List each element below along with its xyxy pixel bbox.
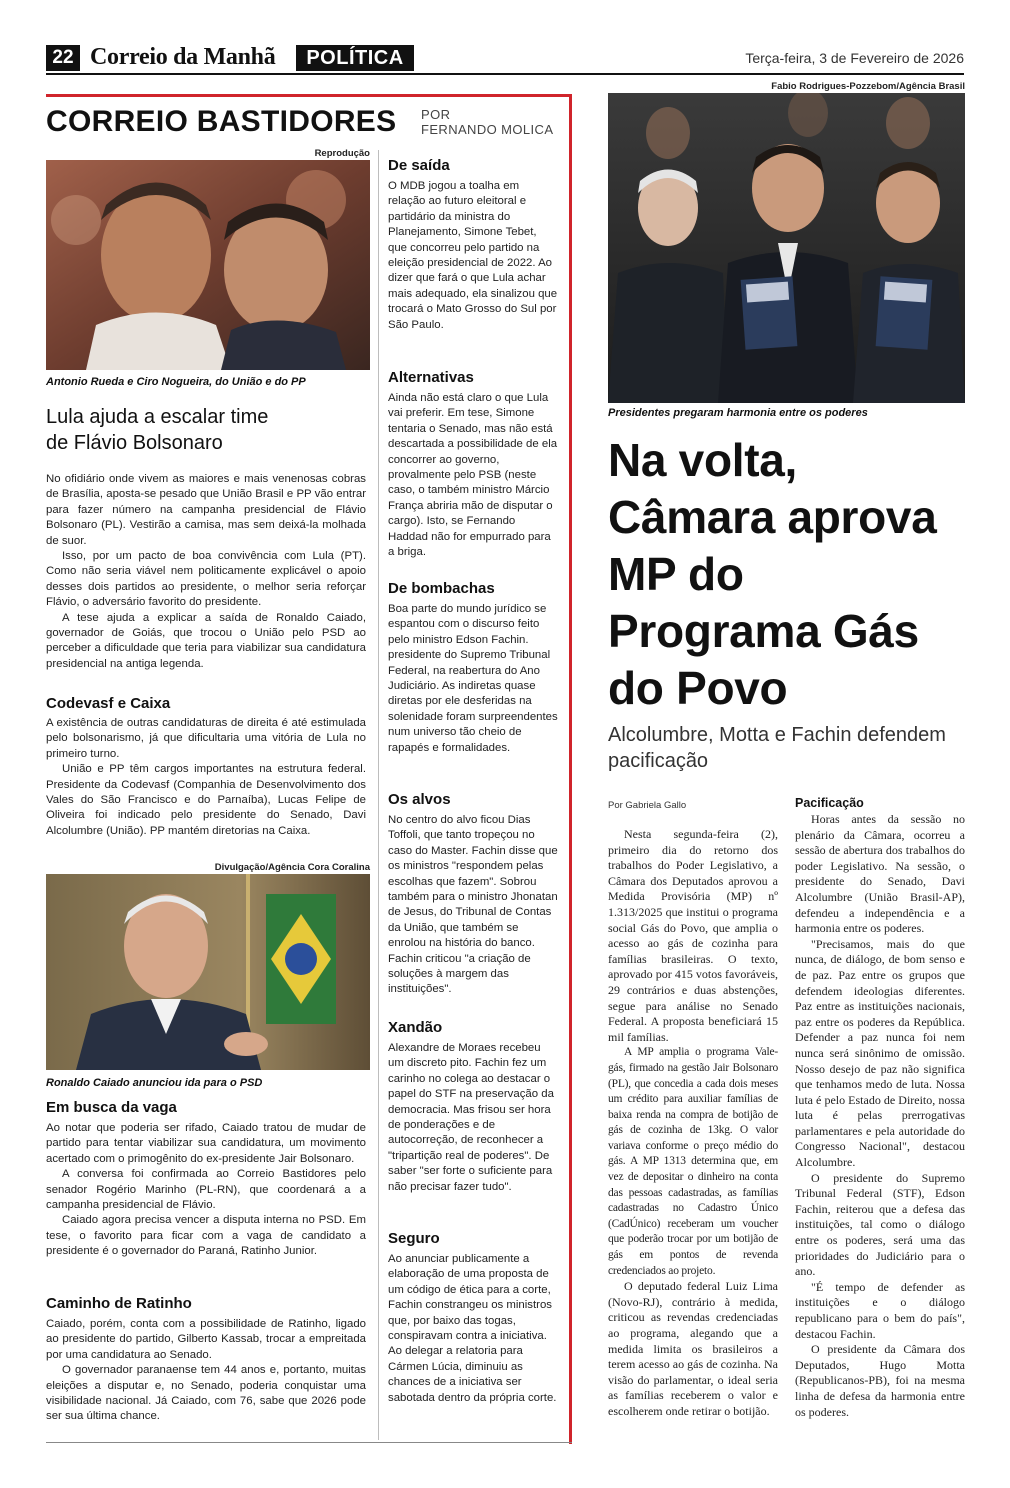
vaga-p2: A conversa foi confirmada ao Correio Bastidores pelo senador Rogério Marinho (PL-RN), que coordenará a a campanha presidencial de Flávio. bbox=[46, 1168, 366, 1212]
alvos-title: Os alvos bbox=[388, 791, 451, 808]
ratinho-p1: Caiado, porém, conta com a possibilidade de Ratinho, ligado ao presidente do partido, Gilberto Kassab, trocar a empreitada por uma candidatura ao Senado. bbox=[46, 1318, 366, 1361]
saida-title: De saída bbox=[388, 157, 450, 174]
bombachas-title: De bombachas bbox=[388, 580, 495, 597]
column-title: CORREIO BASTIDORES bbox=[46, 105, 397, 138]
column-frame-top bbox=[46, 94, 572, 97]
headline-line2: de Flávio Bolsonaro bbox=[46, 432, 223, 454]
codevasf-title: Codevasf e Caixa bbox=[46, 695, 171, 712]
ratinho-p2: O governador paranaense tem 44 anos e, portanto, muitas eleições a disputar e, no Senado, poderia conquistar uma visibilidade nacional. Já Caiado, com 76, sabe que 2026 pode ser sua última chance. bbox=[46, 1364, 366, 1423]
article-column-1 bbox=[608, 827, 778, 1420]
header-rule bbox=[46, 73, 964, 75]
intro-p2: Isso, por um pacto de boa convivência com Lula (PT). Como não seria viável nem politicamente explicável o apoio desses dois partidos ao presidente, o melhor seria reforçar Flávio, o adversário favorito do presidente. bbox=[46, 550, 366, 609]
photo2-credit: Divulgação/Agência Cora Coralina bbox=[214, 862, 370, 873]
vaga-p3: Caiado agora precisa vencer a disputa interna no PSD. Em tese, o favorito para ficar com a vaga de candidato a presidente é o governador do Paraná, Ratinho Junior. bbox=[46, 1214, 366, 1258]
masthead: Correio da Manhã bbox=[90, 44, 276, 70]
headline-line1: Lula ajuda a escalar time bbox=[46, 406, 269, 428]
vaga-p1: Ao notar que poderia ser rifado, Caiado tratou de mudar de partido para tentar viabilizar sua candidatura, um movimento acertado com o primogênito do ex-presidente Jair Bolsonaro. bbox=[46, 1122, 366, 1165]
article-byline: Por Gabriela Gallo bbox=[608, 800, 687, 811]
ratinho-title: Caminho de Ratinho bbox=[46, 1295, 192, 1312]
byline-author: FERNANDO MOLICA bbox=[421, 122, 554, 137]
intro-p1: No ofidiário onde vivem as maiores e mais venenosas cobras de Brasília, aposta-se pesado que União Brasil e PP vão entrar para fazer número na campanha presidencial de Flávio Bolsonaro (PL). Vestirão a camisa, mas sem deixá-la molhada de suor. bbox=[46, 473, 366, 547]
codevasf-p1: A existência de outras candidaturas de direita é até estimulada pelo bolsonarismo, já que dificultaria uma vitória de Lula no primeiro turno. bbox=[46, 717, 366, 760]
saida-text: O MDB jogou a toalha em relação ao futuro eleitoral e partidário da ministra do Planejamento, Simone Tebet, que concorreu pelo partido na eleição presidencial de 2022. Ao dizer que fará o que Lula achar mais adequado, ela sinalizou que trocará o Mato Grosso do Sul por São Paulo. bbox=[388, 180, 558, 331]
photo-presidents bbox=[608, 93, 965, 403]
article-deck: Alcolumbre, Motta e Fachin defendem pacificação bbox=[608, 724, 946, 772]
page-number: 22 bbox=[46, 45, 80, 71]
col2-p1: Horas antes da sessão no plenário da Câmara, ocorreu a sessão de abertura dos trabalhos do poder Legislativo. Na sessão, o presidente do Senado, Davi Alcolumbre (União Brasil-AP), defendeu a independência e a harmonia entre os poderes. bbox=[795, 812, 965, 936]
alvos-text: No centro do alvo ficou Dias Toffoli, que tanto tropeçou no caso do Master. Fachin disse que os ministros "respondem pelas escolhas que fazem". Sobrou também para o ministro Jhonatan de Jesus, do Tribunal de Contas da União, que também se enrolou na história do banco. Fachin criticou "a criação de soluções à margem das instituições". bbox=[388, 814, 558, 996]
codevasf-p2: União e PP têm cargos importantes na estrutura federal. Presidente da Codevasf (Companhia de Desenvolvimento dos Vales do São Francisco e do Parnaíba), Lucas Felipe de Oliveira foi indicado pelo presidente do Senado, Davi Alcolumbre (União). PP mantém diretorias na Caixa. bbox=[46, 763, 366, 837]
ratinho-text bbox=[46, 1317, 366, 1425]
column-frame-right bbox=[569, 94, 572, 1444]
column-headline bbox=[46, 404, 370, 456]
col2-p5: O presidente da Câmara dos Deputados, Hugo Motta (Republicanos-PB), foi na mesma linha de defesa da harmonia entre os poderes. bbox=[795, 1342, 965, 1419]
photo-caiado bbox=[46, 874, 370, 1070]
codevasf-text bbox=[46, 716, 366, 839]
column-divider bbox=[378, 150, 379, 1440]
photo2-caption: Ronaldo Caiado anunciou ida para o PSD bbox=[46, 1077, 263, 1089]
article-photo-credit: Fabio Rodrigues-Pozzebom/Agência Brasil bbox=[771, 81, 965, 92]
pacificacao-title: Pacificação bbox=[795, 796, 864, 810]
seguro-title: Seguro bbox=[388, 1230, 440, 1247]
col1-p3: O deputado federal Luiz Lima (Novo-RJ), contrário à medida, criticou as revendas credenciadas ao programa, alegando que a medida limita os brasileiros a terem acesso ao gás de cozinha. Na visão do parlamentar, o ideal seria as famílias receberem o valor e escolherem onde retirar o botijão. bbox=[608, 1279, 778, 1418]
column-bottom-rule bbox=[46, 1442, 572, 1443]
section-tag: POLÍTICA bbox=[296, 45, 414, 71]
xandao-title: Xandão bbox=[388, 1019, 443, 1036]
article-photo-caption: Presidentes pregaram harmonia entre os poderes bbox=[608, 407, 868, 419]
intro-text bbox=[46, 472, 366, 672]
col1-p2: A MP amplia o programa Vale-gás, firmado na gestão Jair Bolsonaro (PL), que concedia a cada dois meses um crédito para auxiliar famílias de baixa renda na compra de botijão de gás de cozinha de 13kg. O valor variava conforme o preço médio do gás. A MP 1313 determina que, em vez de depositar o dinheiro na conta das pessoas cadastradas, as famílias cadastradas no Cadastro Único (CadÚnico) receberam um voucher que poderão trocar por um botijão de gás em pontos de revenda credenciados ao projeto. bbox=[608, 1046, 778, 1277]
alternativas-title: Alternativas bbox=[388, 369, 474, 386]
vaga-text bbox=[46, 1121, 366, 1260]
col1-p1: Nesta segunda-feira (2), primeiro dia do retorno dos trabalhos do Poder Legislativo, a Câmara dos Deputados aprovou a Medida Provisória (MP) nº 1.313/2025 que institui o programa social Gás do Povo, que amplia o acesso ao gás de cozinha para famílias brasileiras. O texto, aprovado por 415 votos favoráveis, 29 contrários e duas abstenções, segue para análise no Senado Federal. A proposta beneficiará 15 mil famílias. bbox=[608, 827, 778, 1044]
column-byline bbox=[421, 107, 553, 137]
photo1-credit: Reprodução bbox=[314, 148, 370, 159]
seguro-text: Ao anunciar publicamente a elaboração de uma proposta de um código de ética para a corte, Fachin constrangeu os ministros que, por baixo das togas, conspiravam contra a iniciativa. Ao delegar a relatoria para Cármen Lúcia, diminuiu as chances de a iniciativa ser sabotada dentro da própria corte. bbox=[388, 1253, 557, 1404]
xandao-text: Alexandre de Moraes recebeu um discreto pito. Fachin fez um carinho no colega ao destacar o papel do STF na preservação da democracia. Mas frisou ser hora de ponderações e de autocorreção, de reconhecer a "tripartição real de poderes". De saber "ser forte o suficiente para não precisar fazer tudo". bbox=[388, 1042, 554, 1193]
col2-p4: "É tempo de defender as instituições e o diálogo republicano para o bem do país", destacou Fachin. bbox=[795, 1279, 965, 1341]
bombachas-text: Boa parte do mundo jurídico se espantou com o discurso feito pelo ministro Edson Fachin. presidente do Supremo Tribunal Federal, na reabertura do Ano Judiciário. As indiretas quase diretas por ele desferidas na solenidade foram surpreendentes num universo tão cheio de rapapés e formalidades. bbox=[388, 603, 558, 754]
vaga-title: Em busca da vaga bbox=[46, 1099, 177, 1116]
photo1-caption: Antonio Rueda e Ciro Nogueira, do União e do PP bbox=[46, 376, 306, 388]
photo-rueda-nogueira bbox=[46, 160, 370, 370]
col2-p2: "Precisamos, mais do que nunca, de diálogo, de bom senso e de paz. Paz entre os grupos que defendem ideologias diferentes. Paz entre as instituições nacionais, paz entre os poderes da República. Defender a paz nunca foi nem nunca será sinônimo de omissão. Nosso desejo de paz não significa que tenhamos medo de luta. Nossa luta é pelo Estado de Direito, nossa luta é pelas prerrogativas parlamentares e pela autoridade do Congresso Nacional", destacou Alcolumbre. bbox=[795, 936, 965, 1170]
article-headline: Na volta, Câmara aprova MP do Programa Gás do Povo bbox=[608, 434, 937, 714]
alternativas-text: Ainda não está claro o que Lula vai preferir. Em tese, Simone tentaria o Senado, mas não está descartada a possibilidade de ela concorrer ao governo, provalmente pelo PSB (neste caso, o também ministro Márcio França abriria mão de disputar o cargo). Isto, se Fernando Haddad não for empurrado para a briga. bbox=[388, 392, 558, 559]
col2-p3: O presidente do Supremo Tribunal Federal (STF), Edson Fachin, reiterou que a defesa das instituições, tal como o diálogo entre os poderes, será uma das prioridades do Judiciário para o ano. bbox=[795, 1170, 965, 1279]
byline-por: POR bbox=[421, 107, 451, 122]
intro-p3: A tese ajuda a explicar a saída de Ronaldo Caiado, governador de Goiás, que trocou o União pelo PSD ao perceber a dificuldade que teria para viabilizar sua candidatura presidencial na antiga legenda. bbox=[46, 611, 366, 670]
dateline: Terça-feira, 3 de Fevereiro de 2026 bbox=[745, 50, 964, 66]
article-column-2 bbox=[795, 812, 965, 1420]
